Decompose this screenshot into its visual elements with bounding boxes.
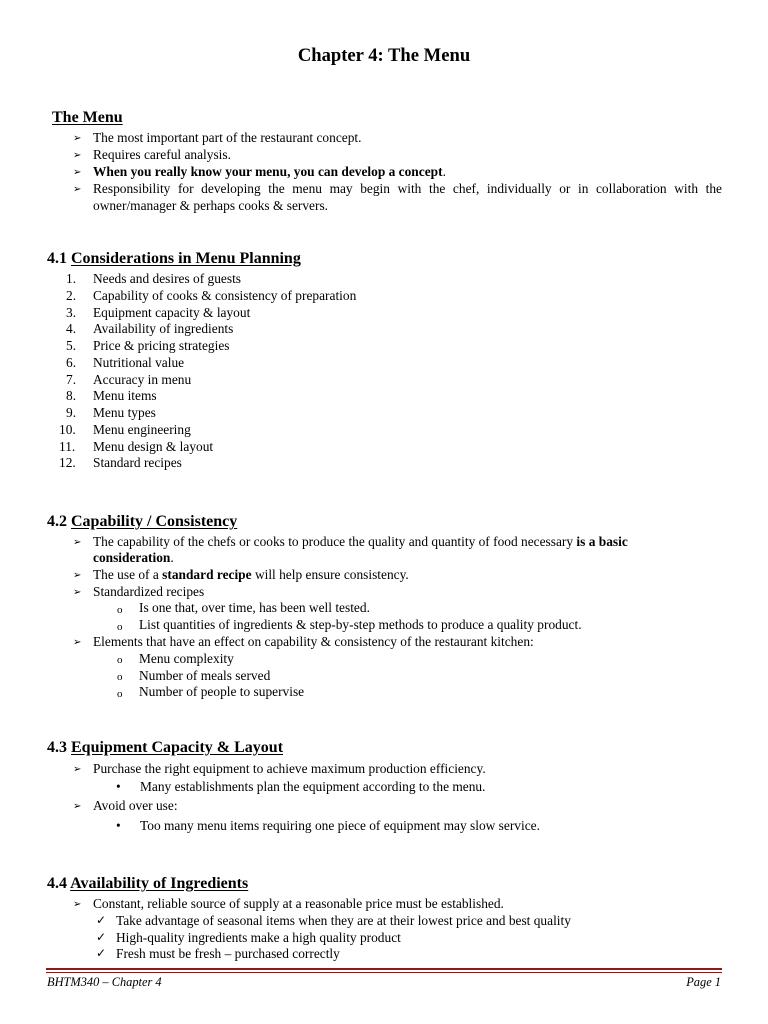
section-heading-the-menu: The Menu [52, 109, 123, 126]
check-list-item: Fresh must be fresh – purchased correctly [116, 946, 340, 961]
list-item: Constant, reliable source of supply at a reasonable price must be established. [93, 896, 504, 911]
list-item: The use of a standard recipe will help ensure consistency. [93, 567, 409, 582]
circle-bullet-icon: o [117, 671, 123, 683]
circle-bullet-icon: o [117, 621, 123, 633]
section-heading-4-1: 4.1 Considerations in Menu Planning [47, 250, 301, 267]
list-item: 8. Menu items [66, 388, 157, 404]
list-item: Standardized recipes [93, 584, 205, 599]
list-item: 12. Standard recipes [59, 455, 182, 471]
arrow-bullet-icon: ➢ [73, 801, 82, 812]
dot-bullet-icon: • [116, 818, 121, 833]
arrow-bullet-icon: ➢ [73, 899, 82, 910]
list-item: 6. Nutritional value [66, 354, 185, 370]
list-item: Avoid over use: [93, 798, 178, 813]
arrow-bullet-icon: ➢ [73, 764, 82, 775]
list-item: 5. Price & pricing strategies [66, 338, 230, 353]
footer-rule-thin [46, 972, 722, 973]
circle-bullet-icon: o [117, 604, 123, 616]
section-heading-4-2: 4.2 Capability / Consistency [47, 513, 238, 530]
list-item: The most important part of the restaurant concept. [93, 130, 362, 145]
circle-bullet-icon: o [117, 654, 123, 666]
footer-rule [46, 968, 722, 970]
section-heading-4-4: 4.4 Availability of Ingredients [47, 875, 249, 892]
list-item: 11. Menu design & layout [59, 438, 214, 454]
sub-list-item: Too many menu items requiring one piece of equipment may slow service. [140, 818, 540, 833]
list-item: Responsibility for developing the menu may begin with the chef, individually or in collaboration with the owner/manager & perhaps cooks & servers. [93, 181, 722, 213]
list-item: 9. Menu types [66, 405, 156, 420]
sub-list-item: Number of meals served [139, 668, 271, 683]
dot-bullet-icon: • [116, 779, 121, 794]
list-item-continuation: consideration. [93, 550, 174, 565]
arrow-bullet-icon: ➢ [73, 167, 82, 178]
arrow-bullet-icon: ➢ [73, 537, 82, 548]
arrow-bullet-icon: ➢ [73, 150, 82, 161]
list-item: The capability of the chefs or cooks to produce the quality and quantity of food necessary is a basic [93, 534, 628, 549]
checkmark-icon: ✓ [96, 913, 107, 927]
check-list-item: Take advantage of seasonal items when they are at their lowest price and best quality [116, 913, 571, 928]
arrow-bullet-icon: ➢ [73, 184, 82, 195]
list-item: 1. Needs and desires of guests [66, 271, 242, 286]
sub-list-item: Menu complexity [139, 651, 234, 666]
arrow-bullet-icon: ➢ [73, 587, 82, 598]
arrow-bullet-icon: ➢ [73, 570, 82, 581]
list-item: 10. Menu engineering [59, 421, 191, 437]
checkmark-icon: ✓ [96, 946, 107, 960]
circle-bullet-icon: o [117, 688, 123, 700]
footer-course-label: BHTM340 – Chapter 4 [47, 975, 162, 989]
page-title: Chapter 4: The Menu [297, 45, 471, 66]
arrow-bullet-icon: ➢ [73, 637, 82, 648]
list-item: 2. Capability of cooks & consistency of preparation [66, 287, 357, 303]
section-heading-4-3: 4.3 Equipment Capacity & Layout [47, 739, 284, 756]
list-item: Purchase the right equipment to achieve maximum production efficiency. [93, 761, 486, 776]
arrow-bullet-icon: ➢ [73, 133, 82, 144]
sub-list-item: Is one that, over time, has been well tested. [139, 600, 370, 615]
checkmark-icon: ✓ [96, 930, 107, 944]
sub-list-item: Many establishments plan the equipment according to the menu. [140, 779, 486, 794]
list-item: Requires careful analysis. [93, 147, 231, 162]
footer-page-number: Page 1 [686, 975, 721, 989]
list-item: Elements that have an effect on capability & consistency of the restaurant kitchen: [93, 634, 534, 649]
list-item: 7. Accuracy in menu [66, 371, 192, 387]
list-item: 3. Equipment capacity & layout [66, 304, 251, 320]
check-list-item: High-quality ingredients make a high quality product [116, 930, 401, 945]
sub-list-item: Number of people to supervise [139, 684, 305, 699]
list-item: When you really know your menu, you can develop a concept. [93, 164, 446, 179]
sub-list-item: List quantities of ingredients & step-by-step methods to produce a quality product. [139, 617, 582, 632]
list-item: 4. Availability of ingredients [66, 321, 234, 337]
